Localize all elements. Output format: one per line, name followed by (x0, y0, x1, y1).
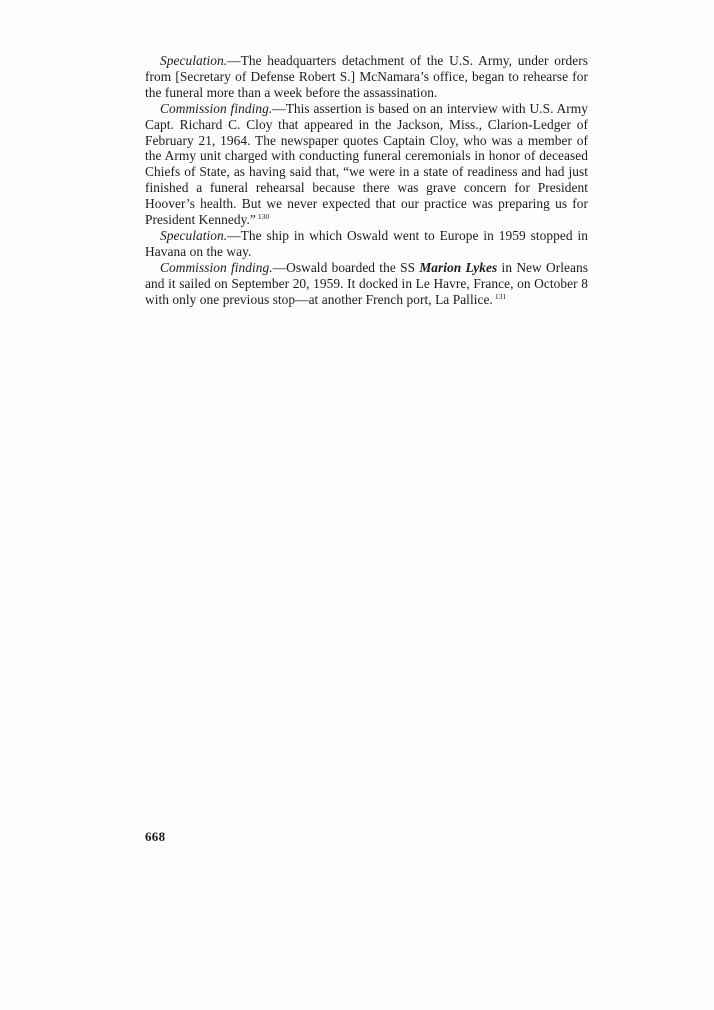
footnote-marker: 130 (257, 212, 270, 222)
paragraph-text: —Oswald boarded the SS (272, 259, 420, 275)
commission-finding-label: Commission finding. (160, 100, 273, 116)
paragraph-speculation-ship (145, 228, 588, 260)
commission-finding-label: Commission finding. (160, 259, 273, 275)
speculation-label: Speculation. (160, 227, 228, 243)
paragraph-text: in New Orleans and it sailed on September 20, 1959. It docked in Le Havre, France, on October 8 with only one previous stop—at another French port, La Pallice. (145, 259, 589, 307)
paragraph-text: —This assertion is based on an interview with U.S. Army Capt. Richard C. Cloy that appeared in the Jackson, Miss., Clarion-Ledger of February 21, 1964. The newspaper quotes Captain Cloy, who was a member of the Army unit charged with conducting funeral ceremonials in honor of deceased Chiefs of State, as having said that, “we were in a state of readiness and had just finished a funeral rehearsal because there was grave concern for President Hoover’s health. But we never expected that our practice was preparing us for President Kennedy.” (145, 100, 588, 228)
paragraph-finding-ship (145, 260, 588, 308)
body-text (145, 53, 588, 308)
paragraph-speculation-funeral (145, 53, 588, 101)
paragraph-text: —The ship in which Oswald went to Europe in 1959 stopped in Havana on the way. (145, 227, 588, 259)
footnote-marker: 131 (494, 291, 507, 301)
page-number: 668 (145, 829, 166, 844)
speculation-label: Speculation. (160, 53, 228, 68)
paragraph-text: —The headquarters detachment of the U.S. Army, under orders from [Secretary of Defense Robert S.] McNamara’s office, began to rehearse for the funeral more than a week before the assassination. (145, 53, 588, 100)
paragraph-finding-funeral (145, 101, 588, 228)
ship-name: Marion Lykes (419, 259, 498, 275)
